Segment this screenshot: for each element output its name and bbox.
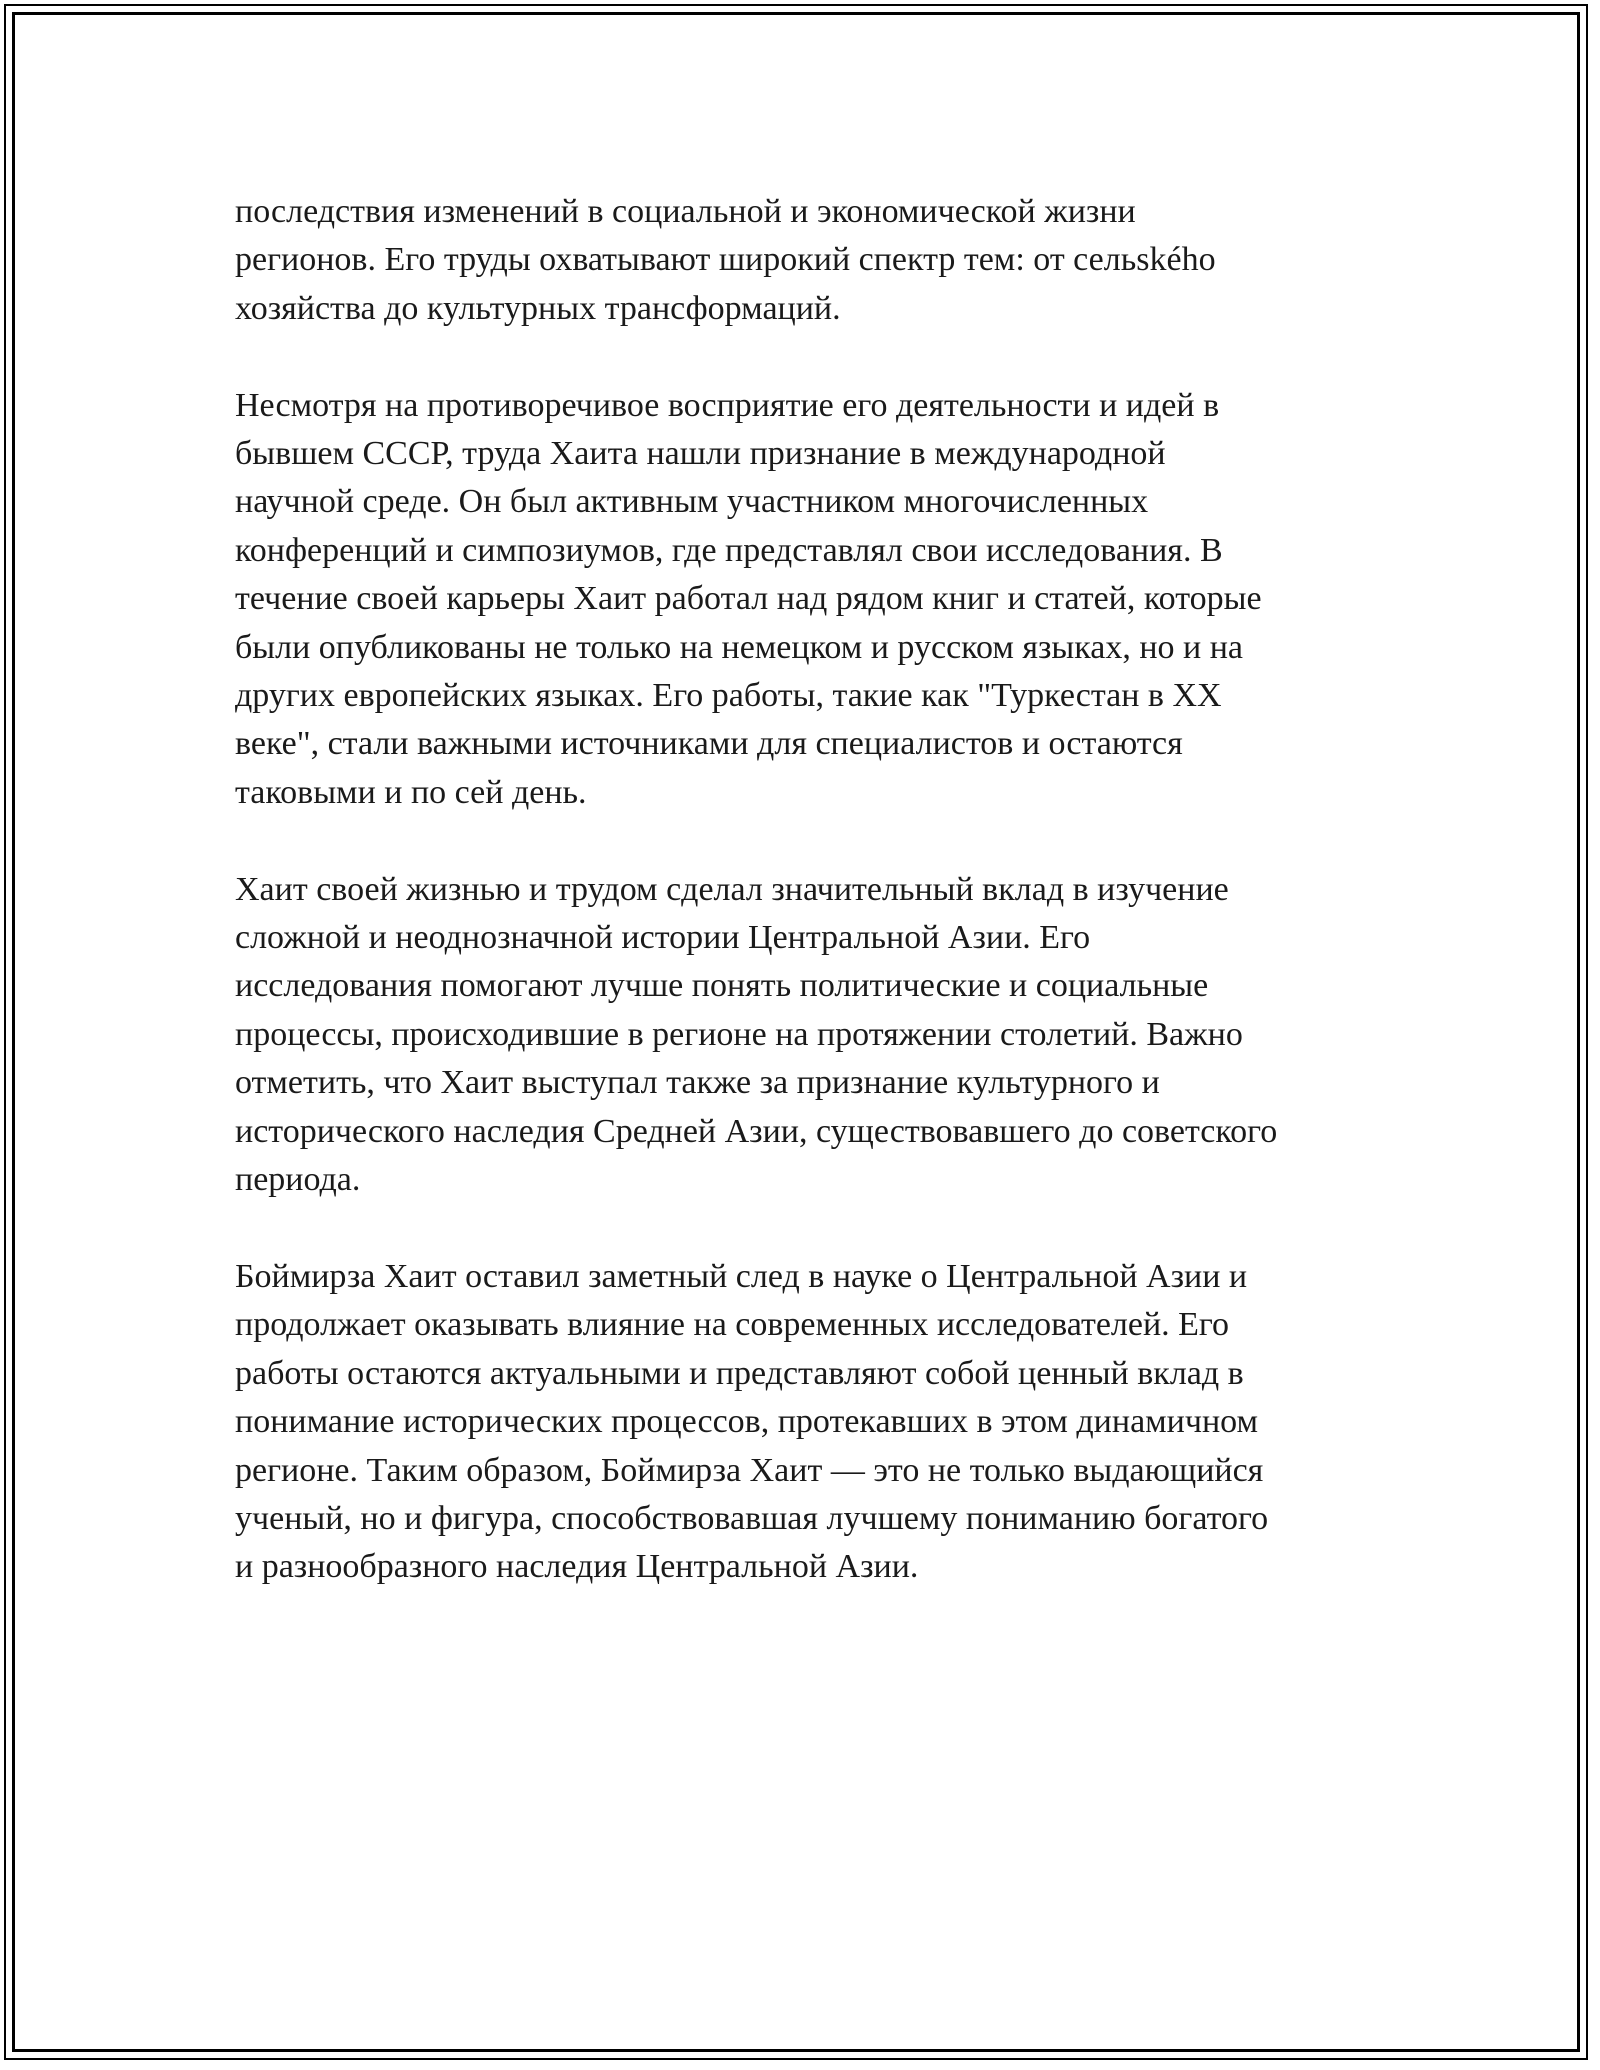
text-line: регионе. Таким образом, Боймирза Хаит — это не только выдающийся bbox=[235, 1451, 1264, 1489]
text-line: веке", стали важными источниками для специалистов и остаются bbox=[235, 725, 1183, 763]
text-line: продолжает оказывать влияние на современных исследователей. Его bbox=[235, 1306, 1230, 1344]
text-line: Боймирза Хаит оставил заметный след в науке о Центральной Азии и bbox=[235, 1257, 1248, 1295]
paragraph-1 bbox=[235, 188, 1375, 333]
text-line: других европейских языках. Его работы, такие как "Туркестан в XX bbox=[235, 677, 1222, 715]
text-line: периода. bbox=[235, 1161, 361, 1199]
paragraph-3 bbox=[235, 866, 1375, 1205]
text-line: бывшем СССР, труда Хаита нашли признание в международной bbox=[235, 435, 1166, 473]
text-line: процессы, происходившие в регионе на протяжении столетий. Важно bbox=[235, 1015, 1243, 1053]
text-line: и разнообразного наследия Центральной Азии. bbox=[235, 1548, 919, 1586]
text-line: течение своей карьеры Хаит работал над рядом книг и статей, которые bbox=[235, 580, 1262, 618]
paragraph-4 bbox=[235, 1253, 1375, 1592]
paragraph-2 bbox=[235, 382, 1375, 818]
text-line: были опубликованы не только на немецком и русском языках, но и на bbox=[235, 628, 1244, 666]
text-line: сложной и неоднозначной истории Центральной Азии. Его bbox=[235, 919, 1091, 957]
text-line: понимание исторических процессов, протекавших в этом динамичном bbox=[235, 1403, 1259, 1441]
text-line: исследования помогают лучше понять политические и социальные bbox=[235, 967, 1209, 1005]
text-line: отметить, что Хаит выступал также за признание культурного и bbox=[235, 1064, 1160, 1102]
text-line: конференций и симпозиумов, где представлял свои исследования. В bbox=[235, 531, 1223, 569]
text-line: научной среде. Он был активным участником многочисленных bbox=[235, 483, 1149, 521]
text-line: работы остаются актуальными и представляют собой ценный вклад в bbox=[235, 1354, 1244, 1392]
text-line: регионов. Его труды охватывают широкий спектр тем: от сельského bbox=[235, 241, 1216, 279]
text-line: таковыми и по сей день. bbox=[235, 773, 587, 811]
text-line: Хаит своей жизнью и трудом сделал значительный вклад в изучение bbox=[235, 870, 1229, 908]
text-line: исторического наследия Средней Азии, существовавшего до советского bbox=[235, 1112, 1278, 1150]
text-line: последствия изменений в социальной и экономической жизни bbox=[235, 193, 1136, 230]
document-body bbox=[235, 188, 1375, 1640]
text-line: ученый, но и фигура, способствовавшая лучшему пониманию богатого bbox=[235, 1499, 1269, 1537]
text-line: Несмотря на противоречивое восприятие его деятельности и идей в bbox=[235, 386, 1220, 424]
text-line: хозяйства до культурных трансформаций. bbox=[235, 289, 841, 327]
